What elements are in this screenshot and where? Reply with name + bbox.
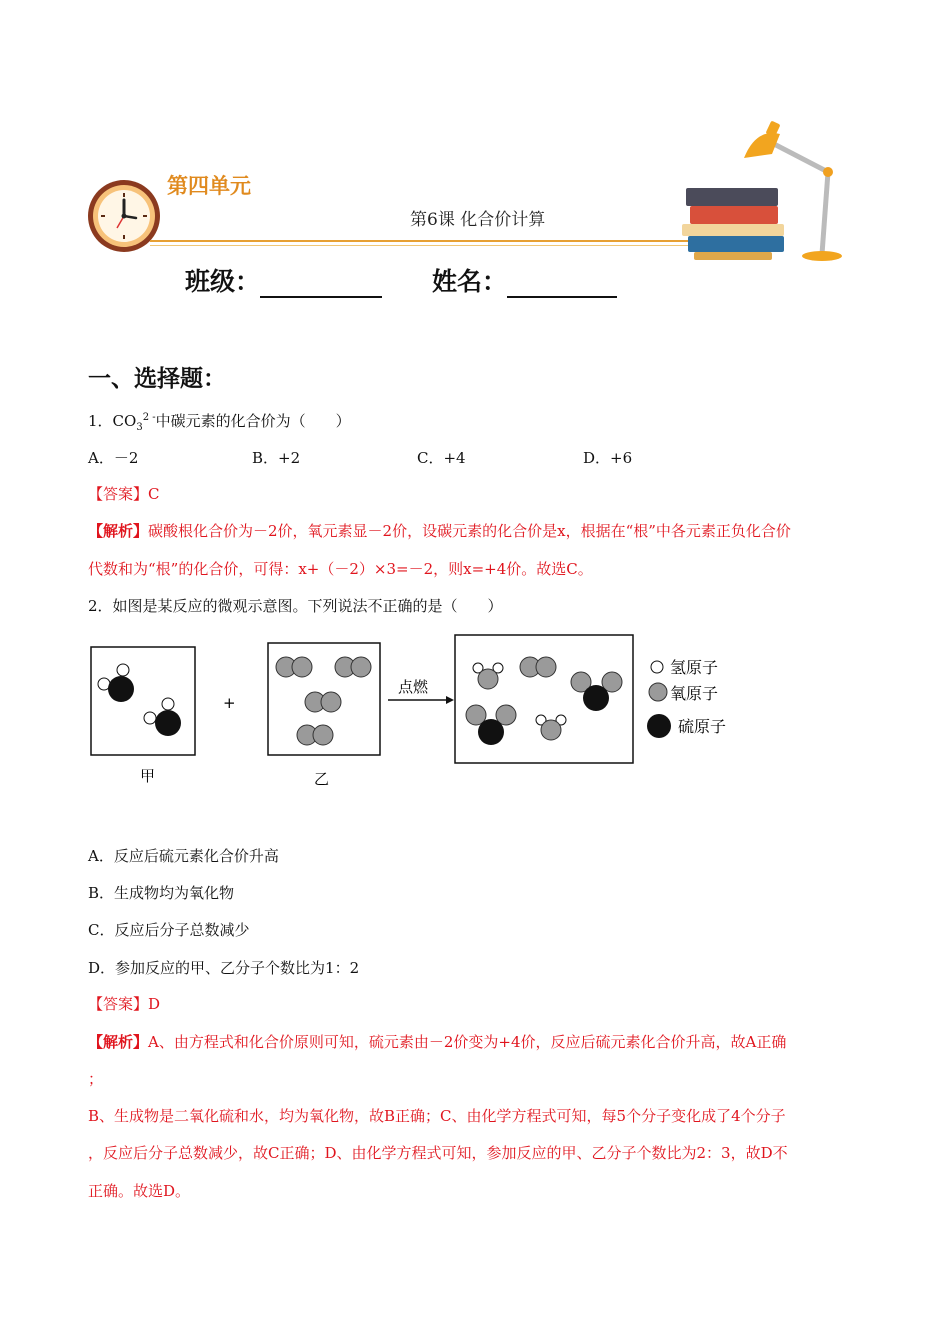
o2-molecule xyxy=(520,657,556,677)
plus-sign: + xyxy=(223,694,236,712)
q2-analysis-label: 【解析】 xyxy=(88,1033,149,1051)
label-yi: 乙 xyxy=(314,770,330,788)
q1-analysis-text: 碳酸根化合价为－2价，氧元素显－2价，设碳元素的化合价是x，根据在“根”中各元素正负化合价 xyxy=(148,522,791,540)
section-heading: 一、选择题： xyxy=(88,366,226,392)
o2-atom xyxy=(321,692,341,712)
o2-atom xyxy=(351,657,371,677)
legend-sulfur: 硫原子 xyxy=(678,717,727,736)
h2s-molecule xyxy=(144,698,181,736)
so2-molecule xyxy=(571,672,622,711)
h2s-molecule xyxy=(98,664,134,702)
q1-stem xyxy=(88,408,351,438)
q2-answer: 【答案】D xyxy=(88,995,161,1013)
q2-analysis-text: A、由方程式和化合价原则可知，硫元素由－2价变为+4价，反应后硫元素化合价升高，故A正确 xyxy=(148,1033,787,1051)
legend-sulfur-icon xyxy=(647,714,671,738)
q1-option-c: C．+4 xyxy=(417,449,466,467)
q2-option-b: B．生成物均为氧化物 xyxy=(88,884,235,902)
books-lamp-illustration xyxy=(676,118,848,266)
q1-option-b: B．+2 xyxy=(252,449,301,467)
q1-stem-text: 1．CO xyxy=(88,412,137,430)
so2-molecule xyxy=(466,705,516,745)
q2-option-c: C．反应后分子总数减少 xyxy=(88,921,250,939)
q1-superscript: 2 - xyxy=(142,412,156,423)
legend-oxygen: 氧原子 xyxy=(670,684,719,703)
h2o-molecule xyxy=(536,715,566,740)
header-rule-thin xyxy=(150,245,690,246)
q2-analysis-line5: 正确。故选D。 xyxy=(88,1182,191,1200)
arrow-label: 点燃 xyxy=(398,678,429,696)
clock-icon xyxy=(84,178,164,254)
h2o-molecule xyxy=(473,663,503,689)
name-blank[interactable] xyxy=(507,274,617,298)
class-label: 班级： xyxy=(185,267,261,296)
q2-analysis-line2: ； xyxy=(88,1070,104,1088)
class-field xyxy=(185,262,382,298)
q2-stem: 2．如图是某反应的微观示意图。下列说法不正确的是（ ） xyxy=(88,597,503,615)
class-blank[interactable] xyxy=(260,274,382,298)
legend-hydrogen-icon xyxy=(651,661,663,673)
q2-analysis-line4: ，反应后分子总数减少，故C正确；D、由化学方程式可知，参加反应的甲、乙分子个数比为2：3，故D不 xyxy=(88,1144,788,1162)
o2-atom xyxy=(292,657,312,677)
legend-oxygen-icon xyxy=(649,683,667,701)
q1-analysis-line1 xyxy=(88,521,791,541)
q1-analysis-label: 【解析】 xyxy=(88,522,149,540)
q1-option-d: D．+6 xyxy=(583,449,633,467)
o2-atom xyxy=(313,725,333,745)
q2-option-a: A．反应后硫元素化合价升高 xyxy=(88,847,279,865)
header-rule xyxy=(150,240,690,242)
q1-answer: 【答案】C xyxy=(88,485,160,503)
legend-hydrogen: 氢原子 xyxy=(670,658,719,677)
q2-option-d: D．参加反应的甲、乙分子个数比为1：2 xyxy=(88,959,360,977)
label-jia: 甲 xyxy=(140,767,156,785)
name-label: 姓名： xyxy=(432,267,508,296)
q1-stem-tail: 中碳元素的化合价为（ ） xyxy=(155,412,351,430)
lesson-title: 第6课 化合价计算 xyxy=(410,210,546,230)
q1-analysis-line2: 代数和为“根”的化合价，可得：x+（－2）×3=－2，则x=+4价。故选C。 xyxy=(88,560,593,578)
unit-title: 第四单元 xyxy=(167,174,251,198)
q2-analysis-line1 xyxy=(88,1032,786,1052)
q1-subscript: 3 xyxy=(136,422,143,433)
reactant-jia-box xyxy=(91,647,195,755)
reaction-diagram xyxy=(88,632,768,792)
q1-option-a: A．－2 xyxy=(88,449,139,467)
q2-analysis-line3: B、生成物是二氧化硫和水，均为氧化物，故B正确；C、由化学方程式可知，每5个分子变化成了4个分子 xyxy=(88,1107,786,1125)
name-field xyxy=(432,262,617,298)
